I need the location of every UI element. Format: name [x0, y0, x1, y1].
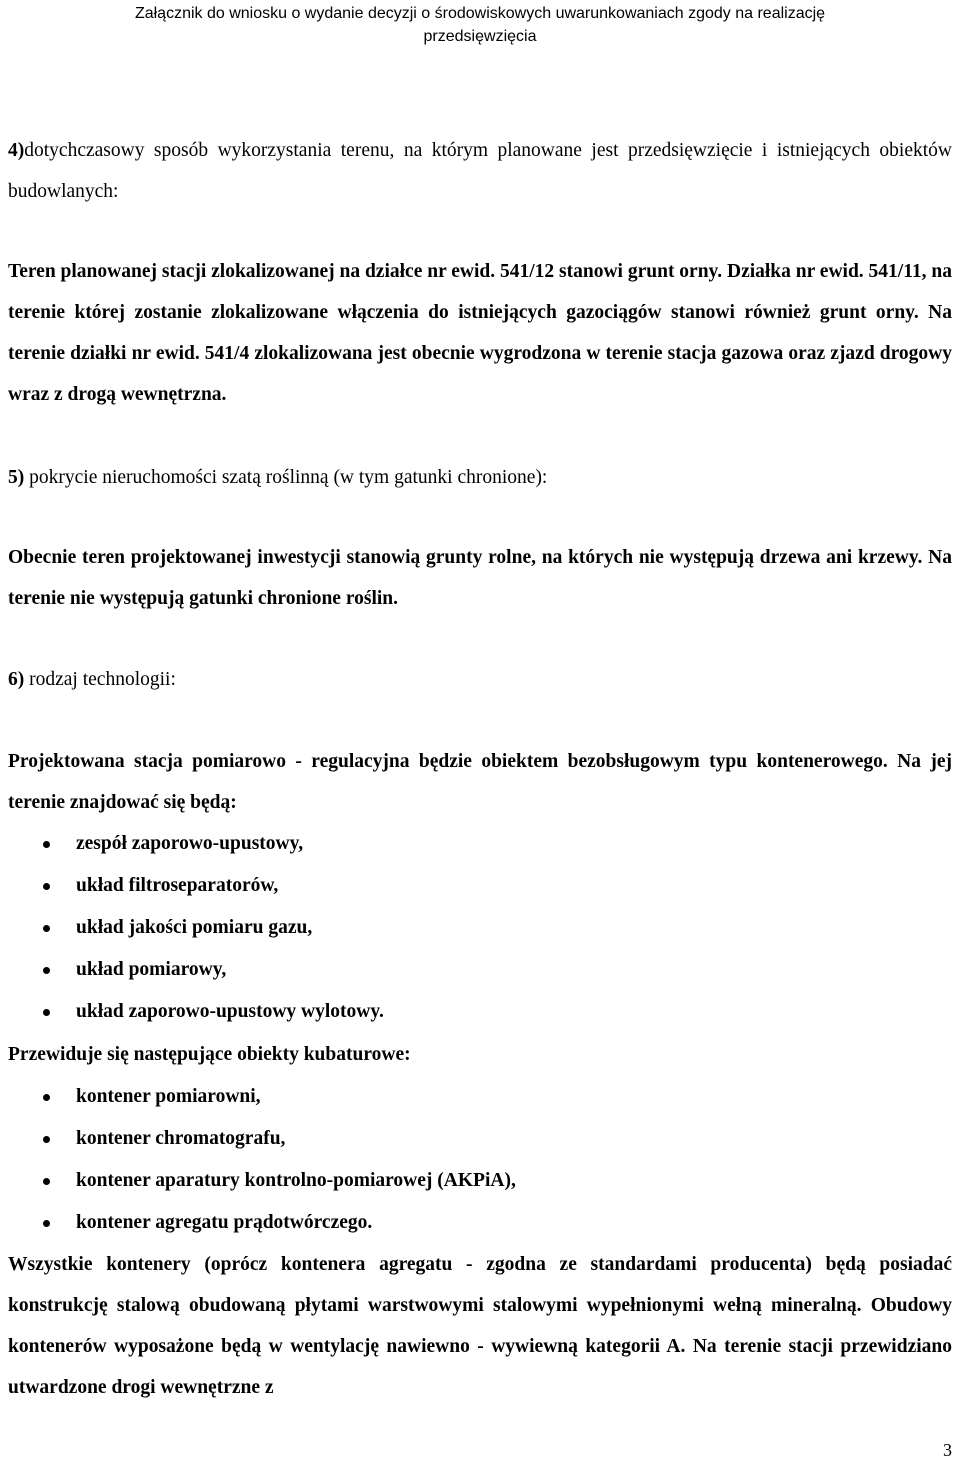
section-6-answer-text: Projektowana stacja pomiarowo - regulacyjna będzie obiektem bezobsługowym typu kontenerowego. Na jej terenie znajdować się będą: [8, 751, 952, 813]
section-5-answer [8, 537, 952, 619]
section-6-closing: Wszystkie kontenery (oprócz kontenera agregatu - zgodna ze standardami producenta) będą posiadać konstrukcję stalową obudowaną płytami warstwowymi stalowymi wypełnionymi wełną mineralną. Obudowy kontenerów wyposażone będą w wentylację nawiewno - wywiewną kategorii A. Na terenie stacji przewidziano utwardzone drogi wewnętrzne z [8, 1254, 952, 1398]
document-header [0, 2, 960, 48]
section-5-answer-text: Obecnie teren projektowanej inwestycji stanowią grunty rolne, na których nie występują drzewa ani krzewy. Na terenie nie występują gatunki chronione roślin. [8, 547, 952, 609]
list-item: układ pomiarowy, [8, 949, 952, 991]
buildings-list [8, 1076, 952, 1244]
list-item: zespół zaporowo-upustowy, [8, 823, 952, 865]
section-4-answer [8, 251, 952, 415]
section-6-question-text: rodzaj technologii: [24, 669, 176, 690]
section-5-question [8, 457, 952, 498]
header-line-2: przedsięwzięcia [423, 28, 537, 45]
section-4-question [8, 130, 952, 212]
list-item: układ zaporowo-upustowy wylotowy. [8, 991, 952, 1033]
bullet-icon [43, 967, 50, 974]
section-5-number: 5) [8, 467, 25, 488]
section-6-answer [8, 741, 952, 823]
bullet-icon [43, 883, 50, 890]
list-item: układ filtroseparatorów, [8, 865, 952, 907]
list-item: kontener pomiarowni, [8, 1076, 952, 1118]
section-6-intro-2: Przewiduje się następujące obiekty kubaturowe: [8, 1044, 411, 1065]
bullet-icon [43, 1094, 50, 1101]
section-5-question-text: pokrycie nieruchomości szatą roślinną (w tym gatunki chronione): [24, 467, 548, 488]
bullet-icon [43, 1220, 50, 1227]
header-line-1: Załącznik do wniosku o wydanie decyzji o środowiskowych uwarunkowaniach zgody na realizację [134, 5, 826, 22]
page-number: 3 [943, 1440, 952, 1460]
section-6-number: 6) [8, 669, 25, 690]
bullet-icon [43, 925, 50, 932]
bullet-icon [43, 841, 50, 848]
bullet-icon [43, 1178, 50, 1185]
bullet-icon [43, 1009, 50, 1016]
equipment-list [8, 823, 952, 1033]
section-4-number: 4) [8, 140, 25, 161]
list-item: kontener agregatu prądotwórczego. [8, 1202, 952, 1244]
section-6-question [8, 659, 952, 700]
section-4-question-text: dotychczasowy sposób wykorzystania terenu, na którym planowane jest przedsięwzięcie i istniejących obiektów budowlanych: [8, 140, 952, 202]
list-item: kontener aparatury kontrolno-pomiarowej (AKPiA), [8, 1160, 952, 1202]
list-item: kontener chromatografu, [8, 1118, 952, 1160]
bullet-icon [43, 1136, 50, 1143]
list-item: układ jakości pomiaru gazu, [8, 907, 952, 949]
section-4-answer-text: Teren planowanej stacji zlokalizowanej na działce nr ewid. 541/12 stanowi grunt orny. Działka nr ewid. 541/11, na terenie której zostanie zlokalizowane włączenia do istniejących gazociągów stanowi również grunt orny. Na terenie działki nr ewid. 541/4 zlokalizowana jest obecnie wygrodzona w terenie stacja gazowa oraz zjazd drogowy wraz z drogą wewnętrzna. [8, 261, 952, 405]
